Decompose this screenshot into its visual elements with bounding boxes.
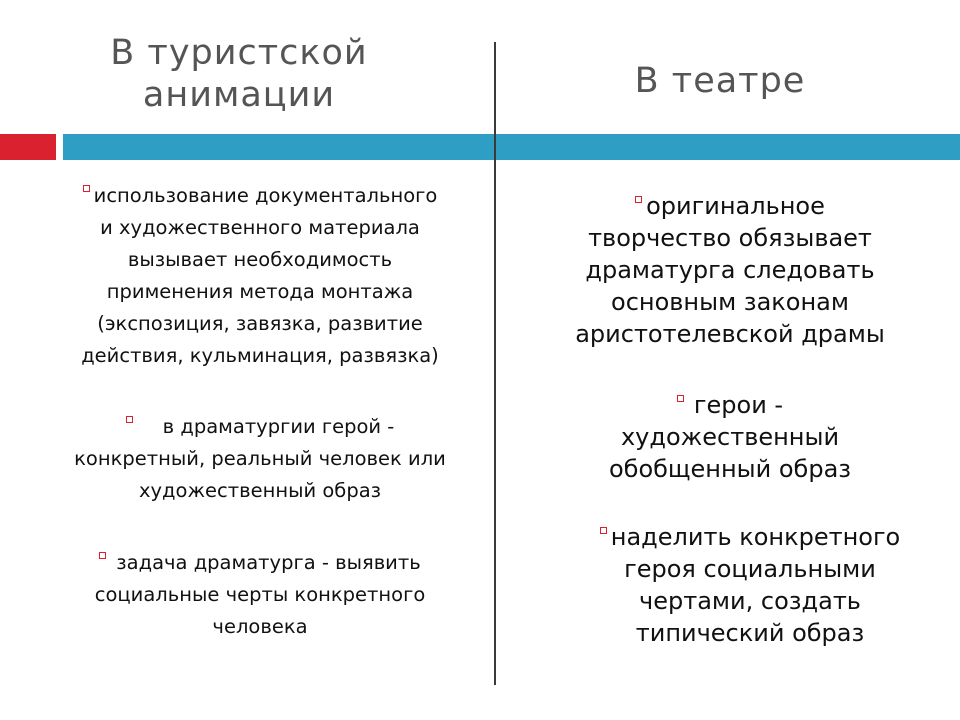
right-item-3 — [560, 521, 940, 649]
text-line: (экспозиция, завязка, развитие — [97, 312, 423, 335]
right-item-2 — [560, 389, 900, 485]
text-line: художественный — [620, 423, 840, 451]
blue-accent-band — [63, 134, 960, 160]
text-line: в драматургии герой - — [162, 415, 395, 438]
text-line: наделить конкретного — [610, 523, 901, 551]
text-line: социальные черты конкретного — [94, 583, 426, 606]
left-title-line-2: анимации — [142, 75, 336, 115]
left-column-title — [0, 32, 478, 116]
text-line: задача драматурга - выявить — [116, 551, 421, 574]
bullet-icon — [677, 395, 684, 402]
text-line: человека — [212, 615, 308, 638]
column-divider — [494, 42, 496, 685]
text-line: действия, кульминация, развязка) — [81, 344, 439, 367]
left-item-1 — [30, 180, 490, 372]
left-item-3 — [30, 547, 490, 643]
text-line: применения метода монтажа — [106, 280, 414, 303]
text-line: оригинальное — [646, 192, 825, 220]
bullet-icon — [83, 185, 90, 192]
left-item-2 — [30, 411, 490, 507]
bullet-icon — [99, 552, 106, 559]
text-line: героя социальными — [624, 555, 876, 583]
text-line: основным законам — [611, 288, 849, 316]
text-line: художественный образ — [138, 479, 382, 502]
bullet-icon — [126, 416, 133, 423]
right-item-1 — [530, 190, 930, 350]
text-line: использование документального — [93, 184, 438, 207]
right-column-title: В театре — [634, 61, 806, 101]
bullet-icon — [635, 196, 642, 203]
text-line: обобщенный образ — [608, 455, 852, 483]
text-line: типический образ — [635, 619, 865, 647]
text-line: драматурга следовать — [585, 256, 875, 284]
red-accent-band — [0, 134, 56, 160]
bullet-icon — [600, 527, 607, 534]
text-line: и художественного материала — [100, 216, 420, 239]
text-line: чертами, создать — [639, 587, 861, 615]
text-line: творчество обязывает — [588, 224, 872, 252]
text-line: герои - — [693, 391, 784, 419]
text-line: аристотелевской драмы — [575, 320, 885, 348]
text-line: конкретный, реальный человек или — [74, 447, 446, 470]
left-title-line-1: В туристской — [110, 33, 368, 73]
text-line: вызывает необходимость — [127, 248, 393, 271]
